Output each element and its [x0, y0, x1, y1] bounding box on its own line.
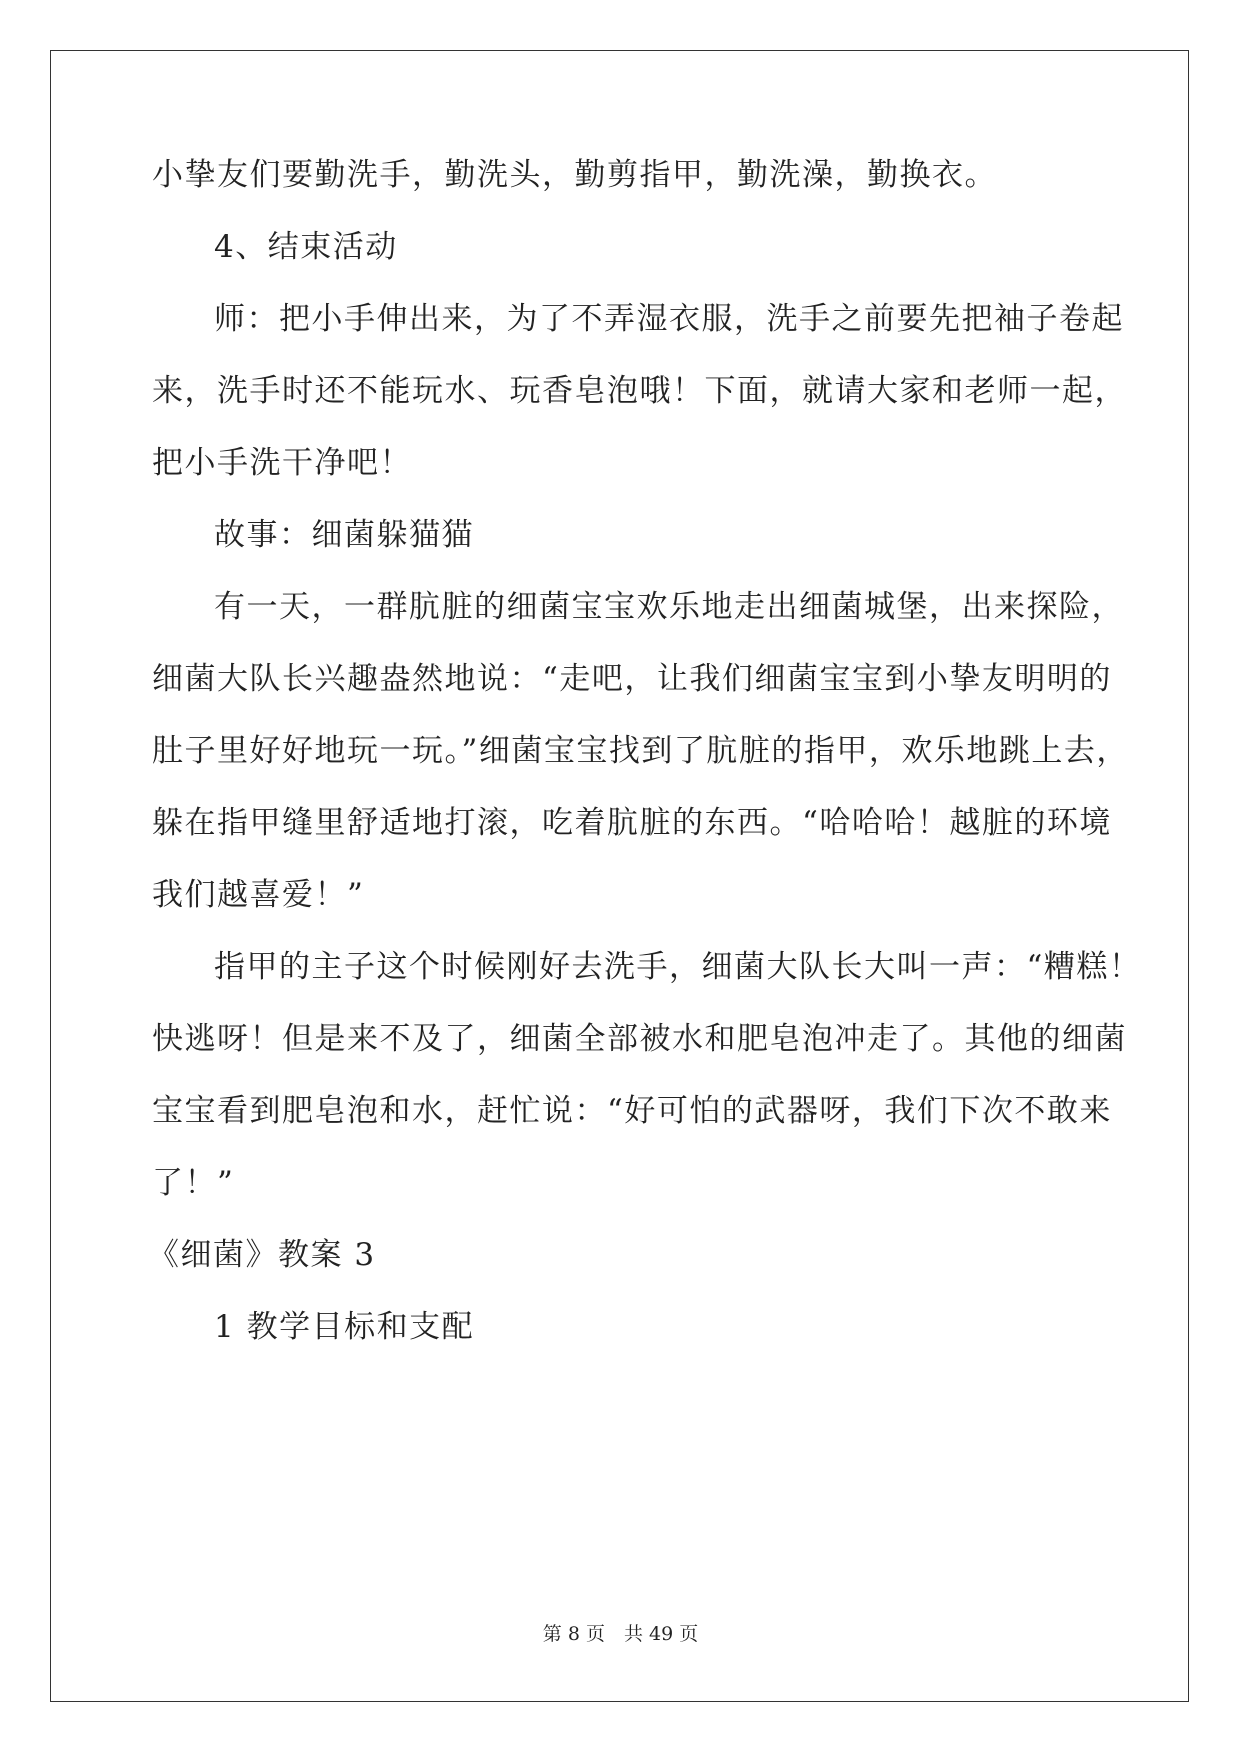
text-line: 肚子里好好地玩一玩。”细菌宝宝找到了肮脏的指甲，欢乐地跳上去， [152, 733, 1129, 769]
section-heading: 4、结束活动 [214, 229, 398, 265]
text-line: 宝宝看到肥皂泡和水，赶忙说：“好可怕的武器呀，我们下次不敢来 [152, 1093, 1112, 1129]
text-line: 指甲的主子这个时候刚好去洗手，细菌大队长大叫一声：“糟糕！ [214, 949, 1142, 985]
text-line: 细菌大队长兴趣盎然地说：“走吧，让我们细菌宝宝到小挚友明明的 [152, 661, 1112, 697]
story-title: 故事：细菌躲猫猫 [214, 517, 474, 553]
text-line: 了！” [152, 1165, 235, 1201]
text-line: 快逃呀！但是来不及了，细菌全部被水和肥皂泡冲走了。其他的细菌 [152, 1021, 1127, 1057]
text-line: 把小手洗干净吧！ [152, 445, 412, 481]
text-line: 师：把小手伸出来，为了不弄湿衣服，洗手之前要先把袖子卷起 [214, 301, 1124, 337]
page-footer: 第 8 页 共 49 页 [542, 1623, 699, 1645]
lesson-plan-heading: 《细菌》教案 3 [148, 1237, 376, 1273]
text-line: 躲在指甲缝里舒适地打滚，吃着肮脏的东西。“哈哈哈！越脏的环境 [152, 805, 1112, 841]
text-line: 小挚友们要勤洗手，勤洗头，勤剪指甲，勤洗澡，勤换衣。 [152, 157, 997, 193]
text-line: 来，洗手时还不能玩水、玩香皂泡哦！下面，就请大家和老师一起， [152, 373, 1127, 409]
subsection-heading: 1 教学目标和支配 [214, 1309, 475, 1345]
text-line: 我们越喜爱！” [152, 877, 365, 913]
text-line: 有一天，一群肮脏的细菌宝宝欢乐地走出细菌城堡，出来探险， [214, 589, 1124, 625]
